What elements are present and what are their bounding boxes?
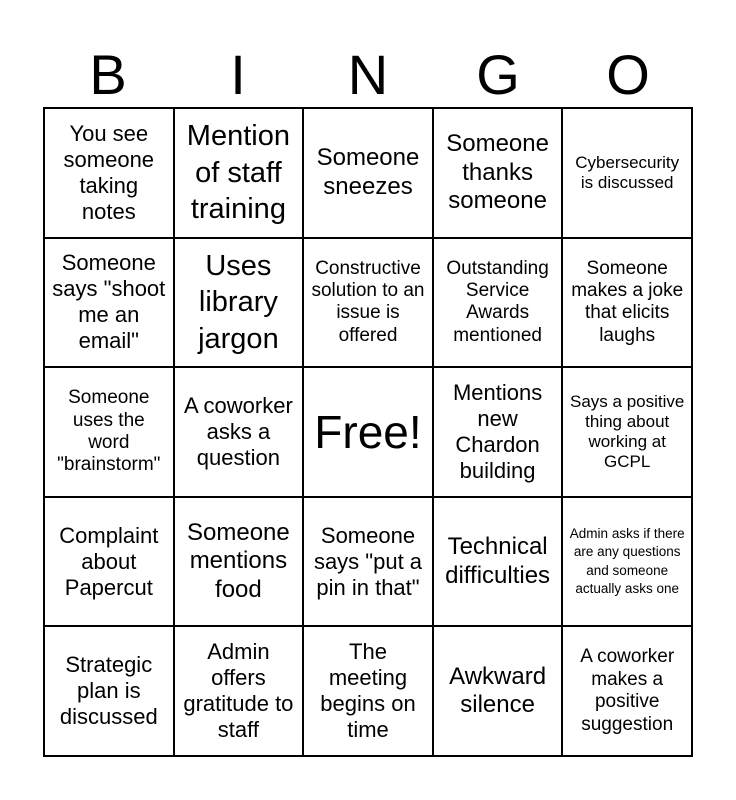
header-letter-i: I <box>230 43 246 106</box>
cell-text: Constructive solution to an issue is offered <box>311 257 425 346</box>
bingo-cell-i3[interactable] <box>174 367 304 497</box>
cell-text: Strategic plan is discussed <box>59 652 158 730</box>
bingo-cell-b5[interactable] <box>44 626 174 756</box>
bingo-cell-g5[interactable] <box>433 626 563 756</box>
bingo-cell-n2[interactable] <box>303 238 433 368</box>
cell-text: Complaint about Papercut <box>59 522 159 600</box>
bingo-cell-o5[interactable] <box>562 626 692 756</box>
cell-text: Mentions new Chardon building <box>452 380 543 483</box>
bingo-cell-b2[interactable] <box>44 238 174 368</box>
cell-text: Someone mentions food <box>187 519 290 603</box>
bingo-header <box>43 42 693 108</box>
cell-text: Someone says "shoot me an email" <box>52 250 166 354</box>
bingo-board <box>43 107 693 757</box>
cell-text: A coworker asks a question <box>183 393 293 470</box>
cell-text: The meeting begins on time <box>320 639 416 743</box>
cell-text: You see someone taking notes <box>63 120 155 224</box>
cell-text: A coworker makes a positive suggestion <box>580 646 675 735</box>
cell-text: Mention of staff training <box>186 120 290 225</box>
header-letter-n: N <box>347 43 389 106</box>
cell-text: Someone thanks someone <box>446 130 549 214</box>
free-space-text: Free! <box>314 405 422 458</box>
cell-text: Someone makes a joke that elicits laughs <box>571 257 684 346</box>
bingo-cell-b3[interactable] <box>44 367 174 497</box>
bingo-cell-n4[interactable] <box>303 497 433 627</box>
bingo-cell-b4[interactable] <box>44 497 174 627</box>
bingo-cell-o2[interactable] <box>562 238 692 368</box>
header-letter-b: B <box>89 43 127 106</box>
bingo-cell-i1[interactable] <box>174 108 304 238</box>
bingo-cell-g3[interactable] <box>433 367 563 497</box>
bingo-cell-i2[interactable] <box>174 238 304 368</box>
cell-text: Someone sneezes <box>316 144 420 200</box>
bingo-cell-b1[interactable] <box>44 108 174 238</box>
cell-text: Awkward silence <box>449 662 547 719</box>
bingo-cell-i5[interactable] <box>174 626 304 756</box>
bingo-cell-free[interactable] <box>303 367 433 497</box>
bingo-cell-o1[interactable] <box>562 108 692 238</box>
bingo-cell-g4[interactable] <box>433 497 563 627</box>
bingo-cell-g2[interactable] <box>433 238 563 368</box>
bingo-cell-g1[interactable] <box>433 108 563 238</box>
cell-text: Someone uses the word "brainstorm" <box>57 387 161 476</box>
cell-text: Admin asks if there are any questions and someone actually asks one <box>569 526 685 596</box>
cell-text: Someone says "put a pin in that" <box>313 522 423 600</box>
bingo-cell-n1[interactable] <box>303 108 433 238</box>
cell-text: Outstanding Service Awards mentioned <box>446 257 549 346</box>
cell-text: Uses library jargon <box>198 250 279 355</box>
bingo-cell-n5[interactable] <box>303 626 433 756</box>
header-letter-g: G <box>476 43 520 106</box>
cell-text: Says a positive thing about working at GCPL <box>570 391 685 472</box>
bingo-cell-o4[interactable] <box>562 497 692 627</box>
cell-text: Cybersecurity is discussed <box>575 152 680 192</box>
cell-text: Technical difficulties <box>445 533 551 589</box>
cell-text: Admin offers gratitude to staff <box>183 639 294 743</box>
header-letter-o: O <box>606 43 650 106</box>
bingo-cell-o3[interactable] <box>562 367 692 497</box>
bingo-cell-i4[interactable] <box>174 497 304 627</box>
